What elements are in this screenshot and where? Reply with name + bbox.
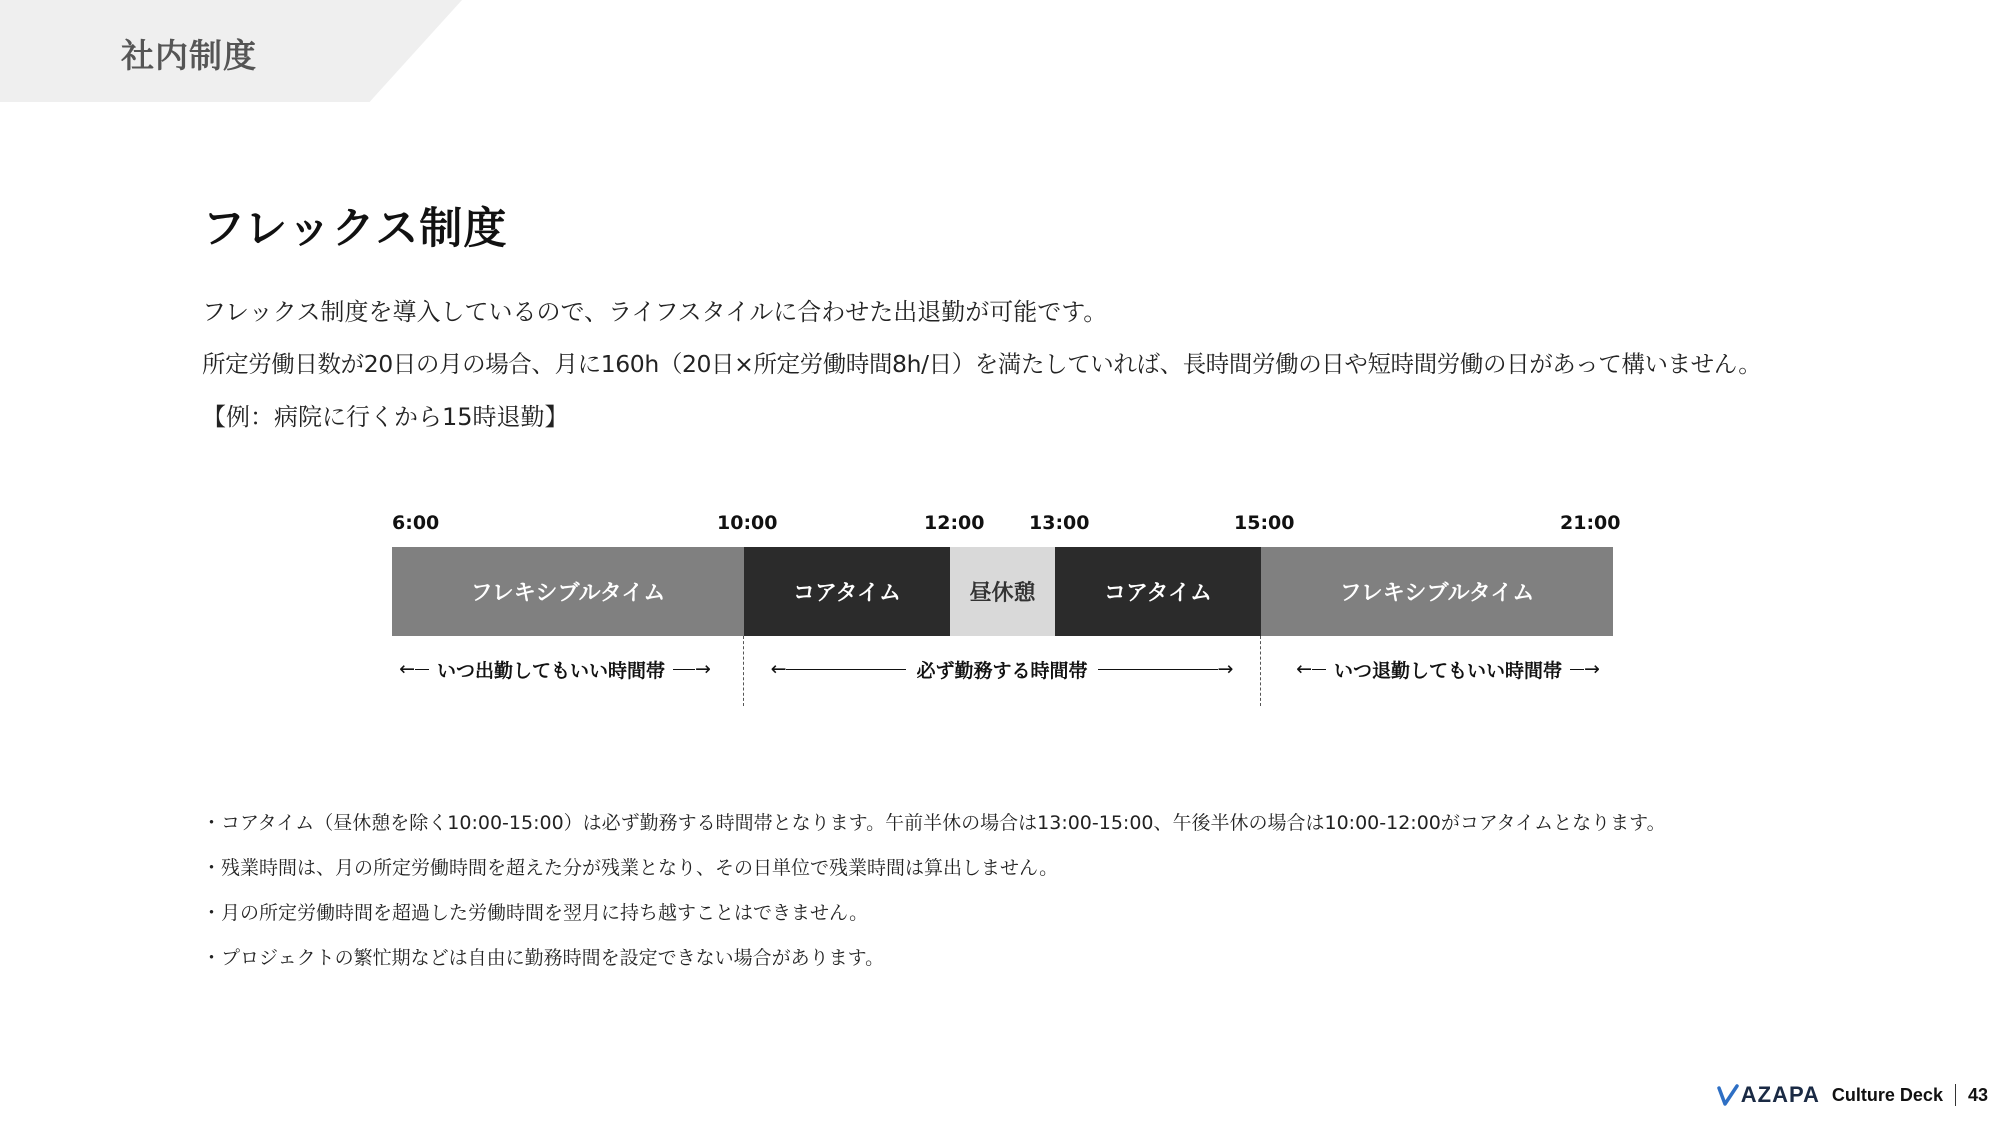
deck-name: Culture Deck [1831, 1084, 1943, 1105]
left-arrow-icon: ← [1296, 658, 1312, 680]
intro-example: 【例：病院に行くから15時退勤】 [202, 403, 569, 431]
annotation-required [768, 654, 1236, 684]
note-item: ・月の所定労働時間を超過した労働時間を翌月に持ち越すことはできません。 [202, 902, 869, 924]
annotation-label: いつ退勤してもいい時間帯 [1333, 659, 1562, 682]
arrow-line [415, 669, 429, 670]
right-arrow-icon: → [695, 658, 711, 680]
note-item: ・プロジェクトの繁忙期などは自由に勤務時間を設定できない場合があります。 [202, 947, 885, 969]
annotation-label: 必ず勤務する時間帯 [916, 659, 1088, 682]
arrow-line [1098, 669, 1218, 670]
arrow-line [1312, 669, 1326, 670]
arrow-line [1570, 669, 1584, 670]
time-tick-label: 15:00 [1234, 512, 1295, 534]
time-tick-label: 12:00 [924, 512, 985, 534]
annotation-label: いつ出勤してもいい時間帯 [436, 659, 665, 682]
intro-line: 所定労働日数が20日の月の場合、月に160h（20日×所定労働時間8h/日）を満たしていれば、長時間労働の日や短時間労働の日があって構いません。 [202, 350, 1762, 378]
footer [1717, 1075, 1988, 1115]
note-item: ・コアタイム（昼休憩を除く10:00-15:00）は必ず勤務する時間帯となります。午前半休の場合は13:00-15:00、午後半休の場合は10:00-12:00がコアタイムとなります。 [202, 812, 1666, 834]
intro-line: フレックス制度を導入しているので、ライフスタイルに合わせた出退勤が可能です。 [202, 298, 1108, 326]
page-title: フレックス制度 [202, 204, 508, 254]
annotation-start-anytime [392, 654, 718, 684]
arrow-line [673, 669, 695, 670]
left-arrow-icon: ← [770, 658, 787, 680]
brand-logo [1717, 1082, 1820, 1108]
section-tab-label: 社内制度 [121, 36, 257, 75]
page-number: 43 [1967, 1084, 1988, 1105]
note-item: ・残業時間は、月の所定労働時間を超えた分が残業となり、その日単位で残業時間は算出しません。 [202, 857, 1059, 879]
footer-separator [1955, 1084, 1956, 1106]
right-arrow-icon: → [1584, 658, 1600, 680]
segment-divider [1260, 636, 1261, 706]
annotation-end-anytime [1283, 654, 1613, 684]
flexible-time-segment: フレキシブルタイム [392, 547, 744, 636]
notes-list [202, 812, 1666, 992]
flexible-time-segment: フレキシブルタイム [1261, 547, 1613, 636]
time-tick-label: 6:00 [392, 512, 440, 534]
core-time-segment: コアタイム [744, 547, 950, 636]
time-tick-label: 10:00 [717, 512, 778, 534]
left-arrow-icon: ← [399, 658, 415, 680]
segment-divider [743, 636, 744, 706]
time-tick-label: 21:00 [1560, 512, 1621, 534]
arrow-line [786, 669, 906, 670]
brand-check-icon [1717, 1084, 1739, 1106]
lunch-break-segment: 昼休憩 [950, 547, 1055, 636]
right-arrow-icon: → [1217, 658, 1234, 680]
core-time-segment: コアタイム [1055, 547, 1261, 636]
brand-name: AZAPA [1740, 1082, 1820, 1107]
time-tick-label: 13:00 [1029, 512, 1090, 534]
